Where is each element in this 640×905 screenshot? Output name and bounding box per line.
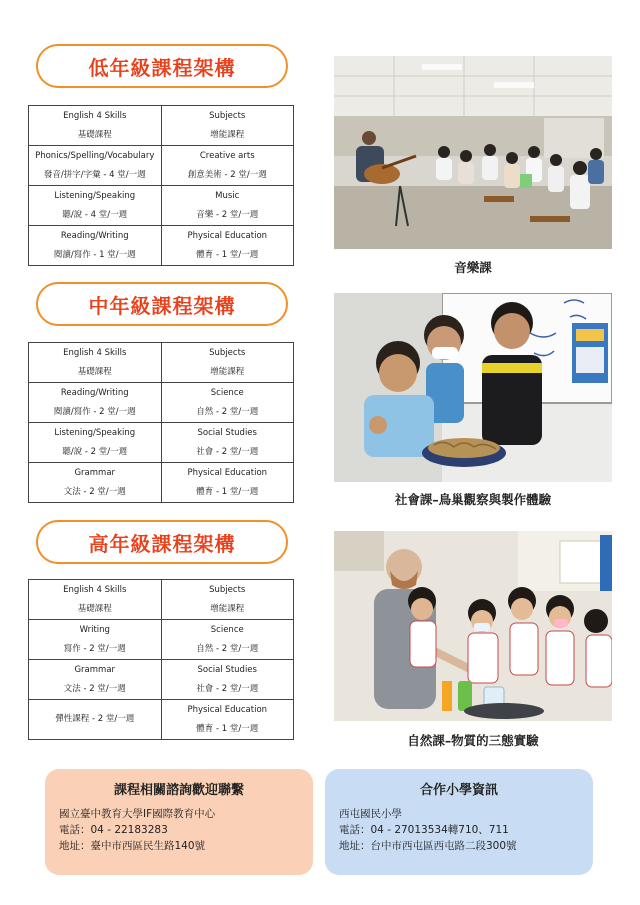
cell-zh: 音樂 - 2 堂/一週 bbox=[196, 209, 259, 220]
table-cell bbox=[29, 700, 162, 740]
caption-science-class: 自然課–物質的三態實驗 bbox=[407, 733, 539, 748]
cell-en: Science bbox=[210, 387, 244, 398]
cell-zh: 自然 - 2 堂/一週 bbox=[196, 406, 259, 417]
table-row bbox=[29, 186, 294, 226]
table-header-row bbox=[29, 343, 294, 383]
caption-social-studies: 社會課–鳥巢觀察與製作體驗 bbox=[394, 492, 552, 507]
table-cell bbox=[29, 146, 162, 186]
cell-en: Writing bbox=[79, 624, 110, 635]
music-class-illustration bbox=[334, 56, 612, 249]
table-row bbox=[29, 620, 294, 660]
cell-zh: 文法 - 2 堂/一週 bbox=[63, 486, 126, 497]
table-cell bbox=[161, 343, 294, 383]
table-cell bbox=[161, 146, 294, 186]
cell-en: Reading/Writing bbox=[60, 230, 129, 241]
curriculum-table-middle-grade bbox=[28, 342, 294, 503]
cell-zh: 閱讀/寫作 - 2 堂/一週 bbox=[53, 406, 136, 417]
table-cell bbox=[161, 620, 294, 660]
cell-zh: 文法 - 2 堂/一週 bbox=[63, 683, 126, 694]
cell-zh: 基礎課程 bbox=[77, 129, 112, 140]
cell-zh: 發音/拼字/字彙 - 4 堂/一週 bbox=[43, 169, 146, 180]
table-cell bbox=[29, 106, 162, 146]
table-cell bbox=[29, 343, 162, 383]
table-row bbox=[29, 146, 294, 186]
table-cell bbox=[161, 463, 294, 503]
photo-science-class bbox=[334, 531, 612, 721]
partner-school-name: 西屯國民小學 bbox=[339, 808, 402, 820]
table-cell bbox=[161, 106, 294, 146]
photo-social-studies bbox=[334, 293, 612, 482]
bird-nest-activity-illustration bbox=[334, 293, 612, 482]
cell-en: Phonics/Spelling/Vocabulary bbox=[35, 150, 155, 161]
table-row bbox=[29, 226, 294, 266]
table-cell bbox=[161, 660, 294, 700]
table-row bbox=[29, 700, 294, 740]
cell-en: Subjects bbox=[209, 347, 246, 358]
cell-zh: 基礎課程 bbox=[77, 603, 112, 614]
cell-zh: 體育 - 1 堂/一週 bbox=[196, 249, 259, 260]
cell-zh: 閱讀/寫作 - 1 堂/一週 bbox=[53, 249, 136, 260]
partner-address: 地址：台中市西屯區西屯路二段300號 bbox=[339, 840, 517, 852]
contact-line: 國立臺中教育大學IF國際教育中心 bbox=[59, 808, 216, 820]
cell-en: Physical Education bbox=[187, 467, 268, 478]
cell-en: Social Studies bbox=[197, 664, 257, 675]
contact-phone: 電話：04 - 22183283 bbox=[59, 824, 168, 836]
cell-zh: 寫作 - 2 堂/一週 bbox=[63, 643, 126, 654]
cell-zh: 自然 - 2 堂/一週 bbox=[196, 643, 259, 654]
table-cell bbox=[161, 700, 294, 740]
section-title-upper-grade: 高年級課程架構 bbox=[36, 520, 288, 564]
cell-en: Listening/Speaking bbox=[54, 427, 136, 438]
cell-en: Listening/Speaking bbox=[54, 190, 136, 201]
contact-info-box bbox=[45, 769, 313, 875]
cell-zh: 創意美術 - 2 堂/一週 bbox=[187, 169, 267, 180]
table-cell bbox=[161, 226, 294, 266]
cell-en: Social Studies bbox=[197, 427, 257, 438]
cell-en: Creative arts bbox=[199, 150, 255, 161]
table-cell bbox=[161, 186, 294, 226]
cell-en: Subjects bbox=[209, 584, 246, 595]
contact-title: 課程相關諮詢歡迎聯繫 bbox=[113, 783, 244, 798]
table-cell bbox=[29, 620, 162, 660]
table-cell bbox=[29, 463, 162, 503]
cell-zh: 體育 - 1 堂/一週 bbox=[196, 723, 259, 734]
table-cell bbox=[161, 580, 294, 620]
cell-en: Reading/Writing bbox=[60, 387, 129, 398]
table-row bbox=[29, 660, 294, 700]
caption-music-class: 音樂課 bbox=[454, 260, 492, 275]
cell-en: English 4 Skills bbox=[63, 347, 127, 358]
table-header-row bbox=[29, 106, 294, 146]
cell-zh: 聽/說 - 2 堂/一週 bbox=[62, 446, 128, 457]
cell-en: Grammar bbox=[74, 467, 116, 478]
table-cell bbox=[161, 423, 294, 463]
curriculum-table-lower-grade bbox=[28, 105, 294, 266]
cell-zh: 彈性課程 - 2 堂/一週 bbox=[55, 714, 135, 724]
table-row bbox=[29, 383, 294, 423]
partner-title: 合作小學資訊 bbox=[419, 783, 498, 798]
cell-en: Science bbox=[210, 624, 244, 635]
cell-zh: 體育 - 1 堂/一週 bbox=[196, 486, 259, 497]
cell-zh: 增能課程 bbox=[210, 603, 245, 614]
cell-en: Grammar bbox=[74, 664, 116, 675]
table-cell bbox=[29, 226, 162, 266]
table-cell bbox=[29, 383, 162, 423]
cell-en: Physical Education bbox=[187, 230, 268, 241]
curriculum-table-upper-grade bbox=[28, 579, 294, 740]
science-experiment-illustration bbox=[334, 531, 612, 721]
cell-zh: 社會 - 2 堂/一週 bbox=[196, 446, 259, 457]
photo-music-class bbox=[334, 56, 612, 249]
cell-zh: 聽/說 - 4 堂/一週 bbox=[62, 209, 128, 220]
table-cell bbox=[29, 580, 162, 620]
contact-address: 地址：臺中市西區民生路140號 bbox=[59, 840, 206, 852]
partner-phone: 電話：04 - 27013534轉710、711 bbox=[339, 824, 509, 836]
cell-en: Music bbox=[215, 190, 240, 201]
cell-zh: 增能課程 bbox=[210, 129, 245, 140]
table-cell bbox=[29, 423, 162, 463]
cell-zh: 基礎課程 bbox=[77, 366, 112, 377]
cell-en: Physical Education bbox=[187, 704, 268, 715]
cell-en: Subjects bbox=[209, 110, 246, 121]
table-cell bbox=[29, 660, 162, 700]
cell-zh: 社會 - 2 堂/一週 bbox=[196, 683, 259, 694]
section-title-lower-grade: 低年級課程架構 bbox=[36, 44, 288, 88]
table-row bbox=[29, 463, 294, 503]
cell-en: English 4 Skills bbox=[63, 110, 127, 121]
partner-school-box bbox=[325, 769, 593, 875]
table-row bbox=[29, 423, 294, 463]
cell-en: English 4 Skills bbox=[63, 584, 127, 595]
cell-zh: 增能課程 bbox=[210, 366, 245, 377]
table-cell bbox=[29, 186, 162, 226]
section-title-middle-grade: 中年級課程架構 bbox=[36, 282, 288, 326]
table-cell bbox=[161, 383, 294, 423]
table-header-row bbox=[29, 580, 294, 620]
